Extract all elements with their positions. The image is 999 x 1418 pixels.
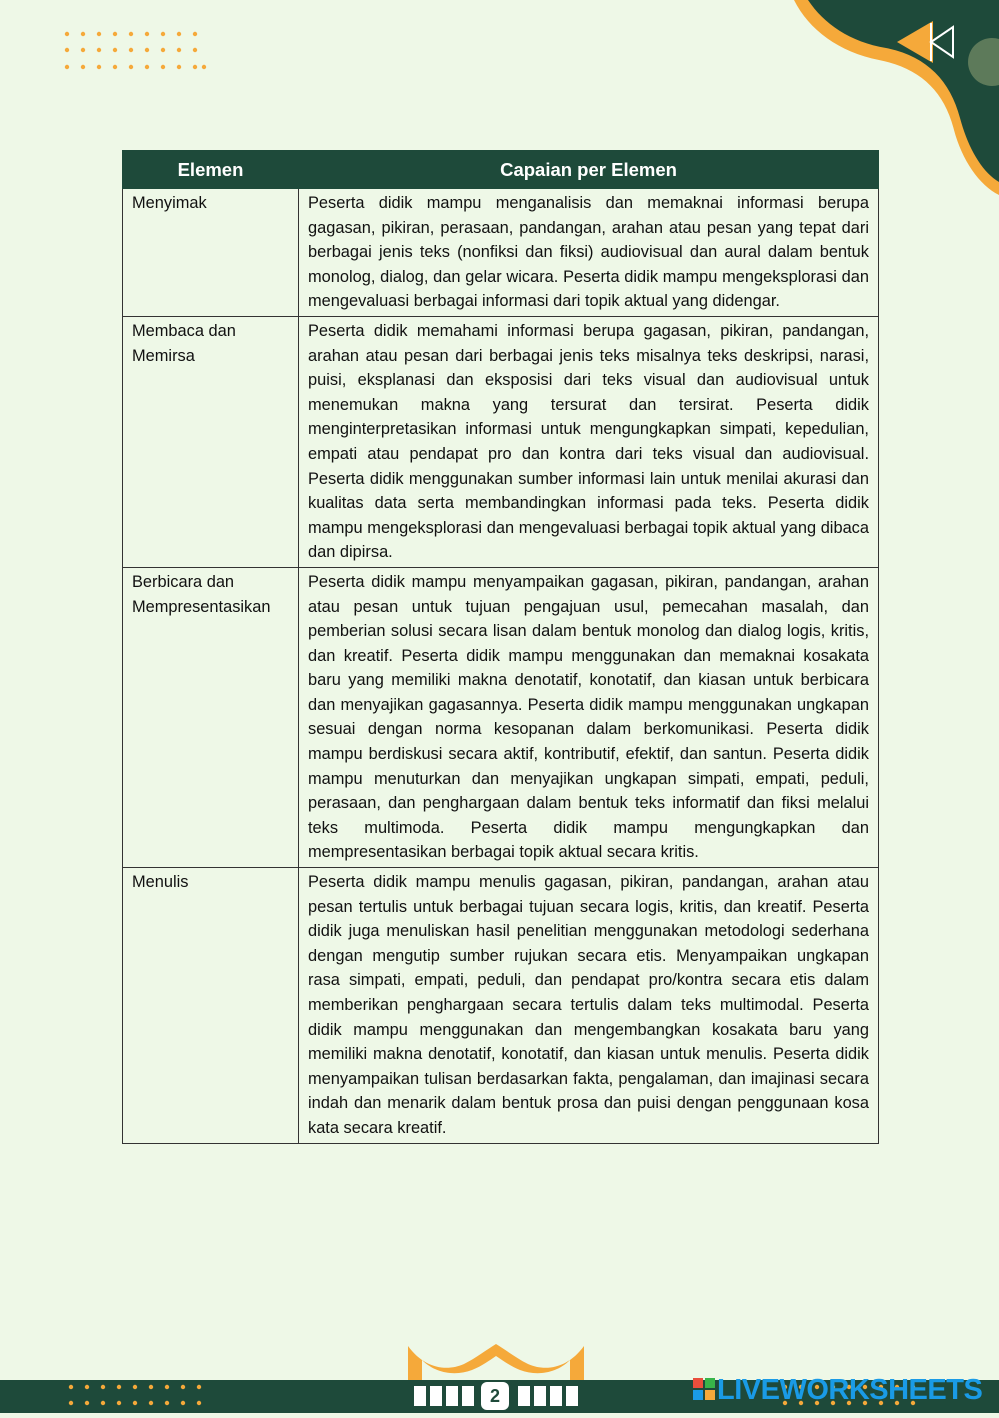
page-number: 2 bbox=[481, 1382, 509, 1410]
header-element: Elemen bbox=[123, 151, 299, 189]
back-button[interactable] bbox=[893, 17, 955, 67]
brand-name: LIVEWORKSHEETS bbox=[717, 1374, 983, 1406]
liveworksheets-logo-icon bbox=[693, 1378, 715, 1400]
table-row bbox=[123, 316, 879, 567]
curriculum-table bbox=[122, 150, 879, 1144]
achievement-cell: Peserta didik memahami informasi berupa gagasan, pikiran, pandangan, arahan atau pesan dari berbagai jenis teks misalnya teks deskripsi, narasi, puisi, eksplanasi dan eksposisi dari teks visual dan audiovisual untuk menemukan makna yang tersurat dan tersirat. Peserta didik menginterpretasikan informasi untuk mengungkapkan simpati, kepedulian, empati atau pendapat pro dan kontra dari teks visual dan audiovisual. Peserta didik menggunakan sumber informasi lain untuk menilai akurasi dan kualitas data serta membandingkan informasi pada teks. Peserta didik mampu mengeksplorasi dan mengevaluasi berbagai topik aktual yang dibaca dan dipirsa. bbox=[299, 316, 879, 567]
back-arrow-icon bbox=[893, 17, 955, 67]
table-row bbox=[123, 868, 879, 1144]
table-row bbox=[123, 189, 879, 317]
achievement-cell: Peserta didik mampu menganalisis dan memaknai informasi berupa gagasan, pikiran, perasaan, pandangan, arahan atau pesan yang tepat dari berbagai jenis teks (nonfiksi dan fiksi) audiovisual dan aural dalam bentuk monolog, dialog, dan gelar wicara. Peserta didik mampu mengeksplorasi dan mengevaluasi berbagai informasi dari topik aktual yang didengar. bbox=[299, 189, 879, 317]
element-cell: Berbicara dan Mempresentasikan bbox=[123, 567, 299, 867]
element-cell: Membaca dan Memirsa bbox=[123, 316, 299, 567]
achievement-cell: Peserta didik mampu menyampaikan gagasan, pikiran, pandangan, arahan atau pesan untuk tujuan pengajuan usul, pemecahan masalah, dan pemberian solusi secara lisan dalam bentuk monolog dan dialog logis, kritis, dan kreatif. Peserta didik mampu menggunakan dan memaknai kosakata baru yang memiliki makna denotatif, konotatif, dan kiasan untuk berbicara dan menyajikan gagasannya. Peserta didik mampu menggunakan ungkapan sesuai dengan norma kesopanan dalam berkomunikasi. Peserta didik mampu berdiskusi secara aktif, kontributif, efektif, dan santun. Peserta didik mampu menuturkan dan menyajikan ungkapan simpati, empati, peduli, perasaan, dan penghargaan dalam bentuk teks informatif dan fiksi melalui teks multimoda. Peserta didik mampu mengungkapkan dan mempresentasikan berbagai topik aktual secara kritis. bbox=[299, 567, 879, 867]
table-row bbox=[123, 567, 879, 867]
element-cell: Menulis bbox=[123, 868, 299, 1144]
dotted-pattern-top bbox=[64, 30, 209, 72]
table-header-row bbox=[123, 151, 879, 189]
header-achievement: Capaian per Elemen bbox=[299, 151, 879, 189]
achievement-cell: Peserta didik mampu menulis gagasan, pikiran, pandangan, arahan atau pesan tertulis untuk berbagai tujuan secara logis, kritis, dan kreatif. Peserta didik juga menuliskan hasil penelitian menggunakan metodologi sederhana dengan mengutip sumber rujukan secara etis. Menyampaikan ungkapan rasa simpati, empati, peduli, dan pendapat pro/kontra secara etis dalam memberikan penghargaan secara tertulis dalam teks multimodal. Peserta didik mampu menggunakan dan mengembangkan kosakata baru yang memiliki makna denotatif, konotatif, dan kiasan untuk menulis. Peserta didik menyampaikan tulisan berdasarkan fakta, pengalaman, dan imajinasi secara indah dan menarik dalam bentuk prosa dan puisi dengan penggunaan kosa kata secara kreatif. bbox=[299, 868, 879, 1144]
element-cell: Menyimak bbox=[123, 189, 299, 317]
dotted-pattern-footer-left bbox=[68, 1383, 213, 1412]
